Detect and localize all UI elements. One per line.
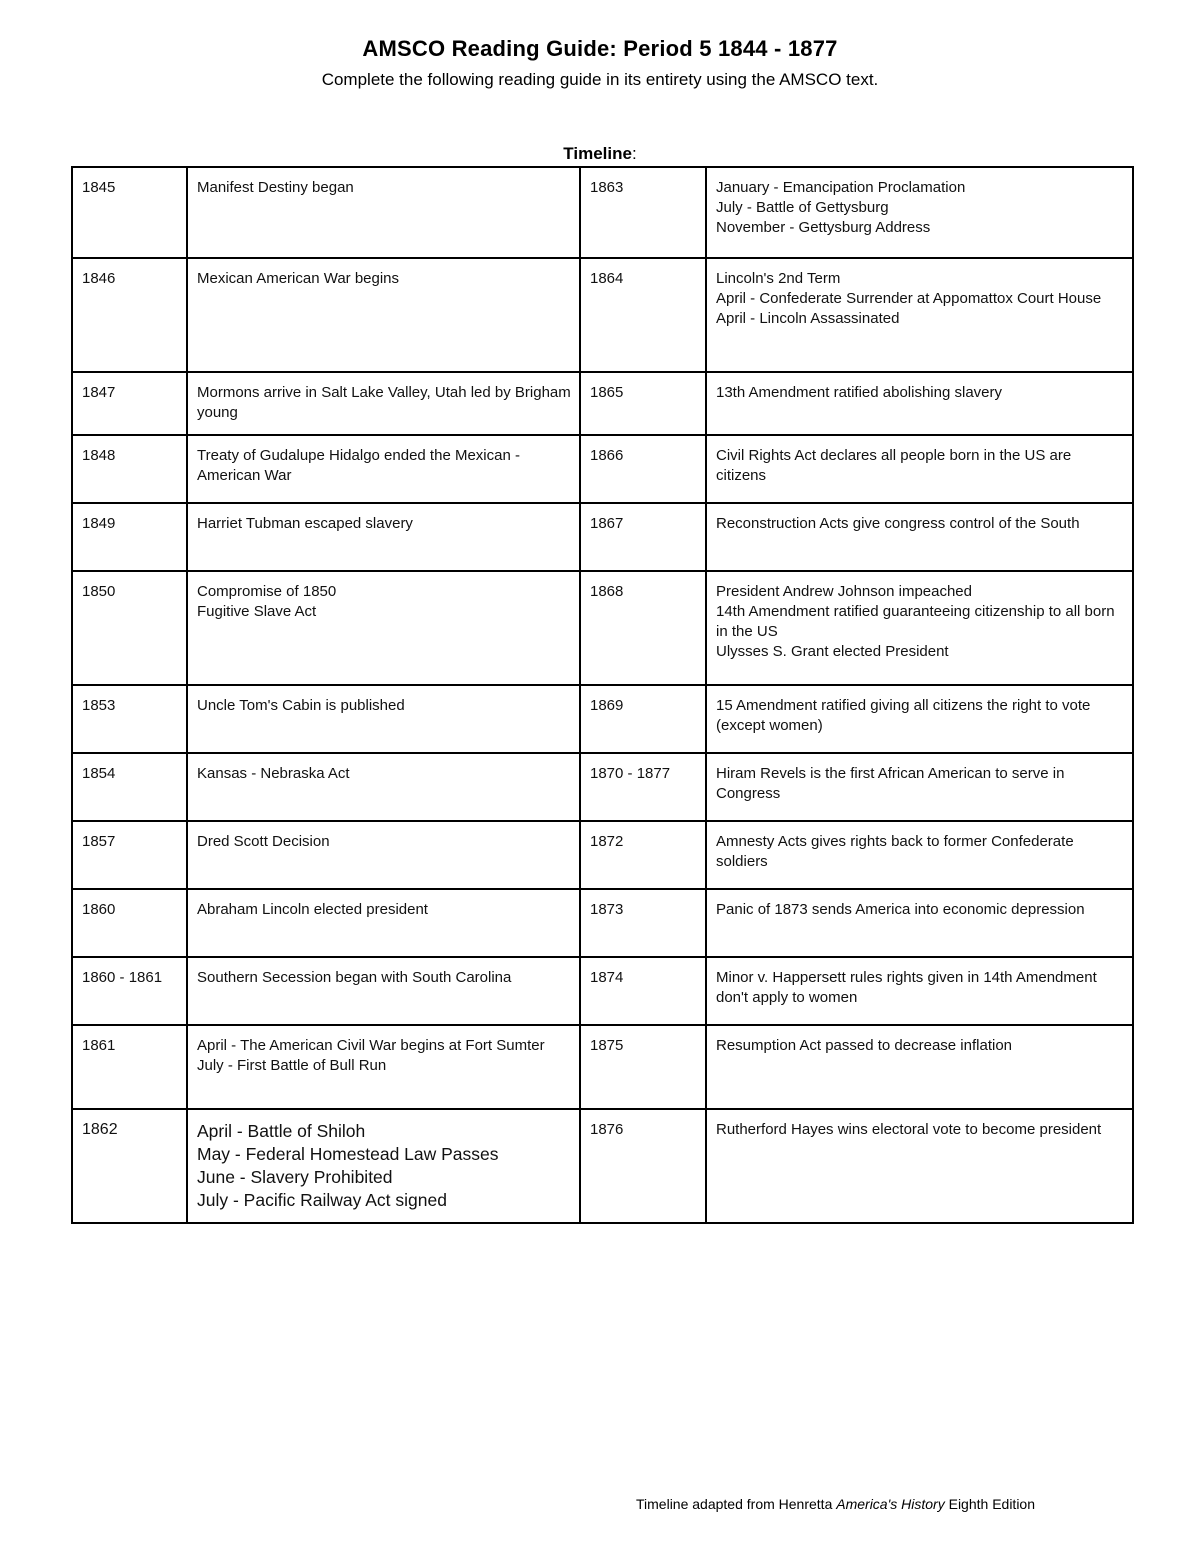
- events-cell: [187, 503, 580, 571]
- events-cell: [187, 821, 580, 889]
- event-line: Southern Secession began with South Carolina: [197, 969, 512, 986]
- table-row: [72, 167, 1133, 258]
- timeline-table: [71, 166, 1134, 1224]
- event-line: Lincoln's 2nd Term: [716, 270, 841, 287]
- section-label: [0, 144, 1200, 164]
- events-cell: [187, 571, 580, 685]
- table-row: [72, 372, 1133, 435]
- events-cell: [706, 1025, 1133, 1109]
- footer-credit: [636, 1496, 1035, 1512]
- year-cell: 1867: [580, 503, 706, 571]
- event-line: Reconstruction Acts give congress control of the South: [716, 515, 1080, 532]
- event-line: January - Emancipation Proclamation: [716, 179, 966, 196]
- year-cell: 1868: [580, 571, 706, 685]
- event-line: Panic of 1873 sends America into economic depression: [716, 901, 1085, 918]
- year-cell: 1854: [72, 753, 187, 821]
- year-cell: 1872: [580, 821, 706, 889]
- table-row: [72, 258, 1133, 372]
- section-label-text: Timeline: [563, 144, 632, 163]
- events-cell: [187, 167, 580, 258]
- year-cell: 1850: [72, 571, 187, 685]
- year-cell: 1865: [580, 372, 706, 435]
- year-cell: 1863: [580, 167, 706, 258]
- events-cell: [706, 753, 1133, 821]
- events-cell: [187, 685, 580, 753]
- events-cell: [706, 1109, 1133, 1223]
- event-line: Kansas - Nebraska Act: [197, 765, 350, 782]
- event-line: July - First Battle of Bull Run: [197, 1057, 387, 1074]
- event-line: April - Confederate Surrender at Appomattox Court House: [716, 290, 1102, 307]
- section-label-colon: :: [631, 144, 637, 163]
- year-cell: 1857: [72, 821, 187, 889]
- page-title: AMSCO Reading Guide: Period 5 1844 - 1877: [362, 36, 838, 61]
- events-cell: [706, 685, 1133, 753]
- events-cell: [187, 372, 580, 435]
- event-line: Abraham Lincoln elected president: [197, 901, 428, 918]
- events-cell: [187, 1109, 580, 1223]
- events-cell: [187, 889, 580, 957]
- events-cell: [706, 571, 1133, 685]
- year-cell: 1849: [72, 503, 187, 571]
- events-cell: [187, 957, 580, 1025]
- table-row: [72, 503, 1133, 571]
- table-row: [72, 1109, 1133, 1223]
- footer-suffix: Eighth Edition: [944, 1496, 1036, 1512]
- year-cell: 1853: [72, 685, 187, 753]
- event-line: Amnesty Acts gives rights back to former Confederate soldiers: [716, 833, 1074, 870]
- event-line: Mexican American War begins: [197, 270, 400, 287]
- table-row: [72, 821, 1133, 889]
- year-cell: 1870 - 1877: [580, 753, 706, 821]
- year-cell: 1869: [580, 685, 706, 753]
- event-line: Uncle Tom's Cabin is published: [197, 697, 405, 714]
- events-cell: [187, 753, 580, 821]
- table-row: [72, 685, 1133, 753]
- events-cell: [706, 258, 1133, 372]
- year-cell: 1873: [580, 889, 706, 957]
- year-cell: 1862: [72, 1109, 187, 1223]
- year-cell: 1861: [72, 1025, 187, 1109]
- year-cell: 1846: [72, 258, 187, 372]
- page-subtitle: Complete the following reading guide in its entirety using the AMSCO text.: [321, 70, 879, 89]
- event-line: 13th Amendment ratified abolishing slavery: [716, 384, 1002, 401]
- event-line: Dred Scott Decision: [197, 833, 330, 850]
- event-line: Ulysses S. Grant elected President: [716, 643, 949, 660]
- event-line: Minor v. Happersett rules rights given in 14th Amendment don't apply to women: [716, 969, 1097, 1006]
- events-cell: [706, 372, 1133, 435]
- year-cell: 1875: [580, 1025, 706, 1109]
- year-cell: 1848: [72, 435, 187, 503]
- event-line: Rutherford Hayes wins electoral vote to become president: [716, 1121, 1102, 1138]
- event-line: Compromise of 1850: [197, 583, 337, 600]
- table-row: [72, 435, 1133, 503]
- table-row: [72, 753, 1133, 821]
- year-cell: 1860 - 1861: [72, 957, 187, 1025]
- year-cell: 1876: [580, 1109, 706, 1223]
- events-cell: [706, 821, 1133, 889]
- timeline-body: [72, 167, 1133, 1223]
- event-line: Mormons arrive in Salt Lake Valley, Utah led by Brigham young: [197, 384, 571, 421]
- events-cell: [706, 503, 1133, 571]
- table-row: [72, 1025, 1133, 1109]
- event-line: Harriet Tubman escaped slavery: [197, 515, 413, 532]
- year-cell: 1860: [72, 889, 187, 957]
- events-cell: [187, 435, 580, 503]
- table-row: [72, 889, 1133, 957]
- event-line: Fugitive Slave Act: [197, 603, 317, 620]
- year-cell: 1845: [72, 167, 187, 258]
- footer-book-title: America's History: [836, 1496, 945, 1512]
- year-cell: 1866: [580, 435, 706, 503]
- event-line: Treaty of Gudalupe Hidalgo ended the Mexican - American War: [197, 447, 520, 484]
- year-cell: 1864: [580, 258, 706, 372]
- event-line: April - The American Civil War begins at Fort Sumter: [197, 1037, 545, 1054]
- event-line: Civil Rights Act declares all people born in the US are citizens: [716, 447, 1072, 484]
- event-line: July - Pacific Railway Act signed: [197, 1190, 447, 1210]
- events-cell: [706, 167, 1133, 258]
- event-line: President Andrew Johnson impeached: [716, 583, 972, 600]
- table-row: [72, 571, 1133, 685]
- events-cell: [187, 258, 580, 372]
- events-cell: [706, 889, 1133, 957]
- event-line: November - Gettysburg Address: [716, 219, 931, 236]
- event-line: Resumption Act passed to decrease inflation: [716, 1037, 1013, 1054]
- events-cell: [706, 435, 1133, 503]
- event-line: July - Battle of Gettysburg: [716, 199, 889, 216]
- year-cell: 1847: [72, 372, 187, 435]
- events-cell: [706, 957, 1133, 1025]
- event-line: Manifest Destiny began: [197, 179, 354, 196]
- event-line: 15 Amendment ratified giving all citizens the right to vote (except women): [716, 697, 1091, 734]
- event-line: April - Lincoln Assassinated: [716, 310, 900, 327]
- event-line: 14th Amendment ratified guaranteeing citizenship to all born in the US: [716, 603, 1115, 640]
- year-cell: 1874: [580, 957, 706, 1025]
- event-line: Hiram Revels is the first African American to serve in Congress: [716, 765, 1065, 802]
- event-line: June - Slavery Prohibited: [197, 1167, 393, 1187]
- table-row: [72, 957, 1133, 1025]
- event-line: April - Battle of Shiloh: [197, 1121, 366, 1141]
- event-line: May - Federal Homestead Law Passes: [197, 1144, 499, 1164]
- footer-prefix: Timeline adapted from Henretta: [636, 1496, 837, 1512]
- events-cell: [187, 1025, 580, 1109]
